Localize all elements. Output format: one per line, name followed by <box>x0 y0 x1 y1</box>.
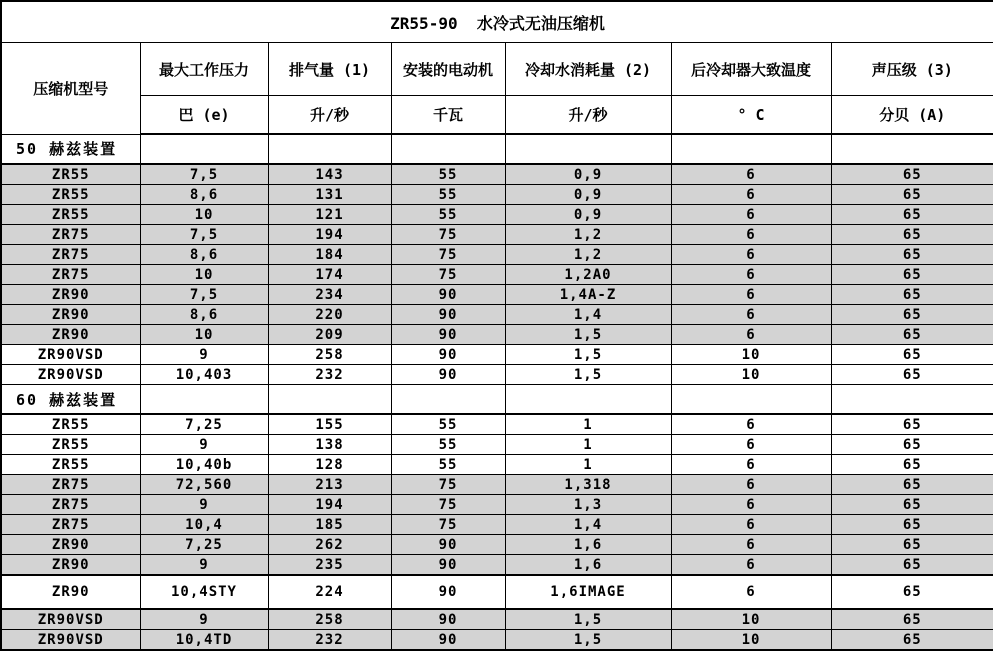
value-cell: 7,25 <box>140 535 268 555</box>
value-cell: 184 <box>268 245 391 265</box>
value-cell: 75 <box>391 515 505 535</box>
value-cell: 10,4TD <box>140 630 268 651</box>
value-cell: 65 <box>831 414 993 435</box>
value-cell: 65 <box>831 164 993 185</box>
value-cell: 8,6 <box>140 245 268 265</box>
table-row <box>1 609 993 630</box>
value-cell: 90 <box>391 365 505 385</box>
section-label-cell: 60 赫兹装置 <box>1 385 140 415</box>
value-cell: 1,5 <box>505 345 671 365</box>
value-cell: 6 <box>671 435 831 455</box>
section-empty-cell <box>505 134 671 164</box>
table-row <box>1 630 993 651</box>
value-cell: 55 <box>391 455 505 475</box>
value-cell: 213 <box>268 475 391 495</box>
section-label-cell: 50 赫兹装置 <box>1 134 140 164</box>
value-cell: 224 <box>268 575 391 609</box>
section-empty-cell <box>140 134 268 164</box>
value-cell: 10,40b <box>140 455 268 475</box>
value-cell: 143 <box>268 164 391 185</box>
value-cell: 10 <box>140 205 268 225</box>
value-cell: 1,2A0 <box>505 265 671 285</box>
value-cell: 6 <box>671 555 831 576</box>
value-cell: 1,5 <box>505 365 671 385</box>
value-cell: 90 <box>391 535 505 555</box>
table-row <box>1 365 993 385</box>
table-row <box>1 185 993 205</box>
table-row <box>1 475 993 495</box>
value-cell: 65 <box>831 185 993 205</box>
value-cell: 6 <box>671 185 831 205</box>
value-cell: 6 <box>671 205 831 225</box>
value-cell: 10,4STY <box>140 575 268 609</box>
section-empty-cell <box>140 385 268 415</box>
value-cell: 90 <box>391 555 505 576</box>
value-cell: 232 <box>268 365 391 385</box>
value-cell: 8,6 <box>140 185 268 205</box>
table-row <box>1 305 993 325</box>
model-cell: ZR75 <box>1 495 140 515</box>
value-cell: 9 <box>140 345 268 365</box>
value-cell: 10 <box>671 345 831 365</box>
value-cell: 65 <box>831 630 993 651</box>
value-cell: 9 <box>140 609 268 630</box>
model-cell: ZR90 <box>1 305 140 325</box>
model-cell: ZR90VSD <box>1 630 140 651</box>
value-cell: 1,4 <box>505 515 671 535</box>
model-cell: ZR55 <box>1 435 140 455</box>
table-row <box>1 455 993 475</box>
value-cell: 128 <box>268 455 391 475</box>
value-cell: 75 <box>391 495 505 515</box>
value-cell: 6 <box>671 305 831 325</box>
model-cell: ZR90VSD <box>1 365 140 385</box>
value-cell: 65 <box>831 555 993 576</box>
value-cell: 1,318 <box>505 475 671 495</box>
model-cell: ZR75 <box>1 515 140 535</box>
value-cell: 6 <box>671 414 831 435</box>
value-cell: 72,560 <box>140 475 268 495</box>
header-motor: 安装的电动机 <box>391 43 505 96</box>
value-cell: 1,5 <box>505 630 671 651</box>
table-row <box>1 555 993 576</box>
value-cell: 75 <box>391 225 505 245</box>
value-cell: 258 <box>268 609 391 630</box>
value-cell: 258 <box>268 345 391 365</box>
value-cell: 155 <box>268 414 391 435</box>
model-cell: ZR90 <box>1 285 140 305</box>
table-row <box>1 205 993 225</box>
value-cell: 234 <box>268 285 391 305</box>
model-cell: ZR55 <box>1 185 140 205</box>
value-cell: 174 <box>268 265 391 285</box>
value-cell: 8,6 <box>140 305 268 325</box>
value-cell: 235 <box>268 555 391 576</box>
value-cell: 10 <box>671 630 831 651</box>
model-cell: ZR90 <box>1 535 140 555</box>
table-row <box>1 245 993 265</box>
value-cell: 55 <box>391 435 505 455</box>
table-body <box>1 134 993 650</box>
table-row <box>1 575 993 609</box>
value-cell: 6 <box>671 455 831 475</box>
value-cell: 7,5 <box>140 285 268 305</box>
model-cell: ZR90 <box>1 555 140 576</box>
value-cell: 6 <box>671 164 831 185</box>
value-cell: 55 <box>391 164 505 185</box>
unit-bar: 巴 (e) <box>140 96 268 135</box>
value-cell: 0,9 <box>505 205 671 225</box>
value-cell: 75 <box>391 245 505 265</box>
table-row <box>1 285 993 305</box>
value-cell: 90 <box>391 285 505 305</box>
model-cell: ZR55 <box>1 164 140 185</box>
unit-litres-per-sec-2: 升/秒 <box>505 96 671 135</box>
value-cell: 55 <box>391 205 505 225</box>
value-cell: 65 <box>831 285 993 305</box>
value-cell: 90 <box>391 305 505 325</box>
value-cell: 1,2 <box>505 225 671 245</box>
value-cell: 1,4A-Z <box>505 285 671 305</box>
value-cell: 10,4 <box>140 515 268 535</box>
value-cell: 65 <box>831 305 993 325</box>
model-cell: ZR75 <box>1 475 140 495</box>
unit-litres-per-sec: 升/秒 <box>268 96 391 135</box>
value-cell: 65 <box>831 495 993 515</box>
section-empty-cell <box>671 134 831 164</box>
model-cell: ZR55 <box>1 455 140 475</box>
header-cooling-water: 冷却水消耗量 (2) <box>505 43 671 96</box>
value-cell: 1 <box>505 435 671 455</box>
table-row <box>1 535 993 555</box>
table-row <box>1 325 993 345</box>
value-cell: 6 <box>671 515 831 535</box>
value-cell: 55 <box>391 185 505 205</box>
value-cell: 65 <box>831 475 993 495</box>
unit-celsius: ° C <box>671 96 831 135</box>
value-cell: 1,6 <box>505 535 671 555</box>
section-empty-cell <box>268 385 391 415</box>
value-cell: 10 <box>671 609 831 630</box>
section-empty-cell <box>831 134 993 164</box>
value-cell: 65 <box>831 365 993 385</box>
section-empty-cell <box>671 385 831 415</box>
value-cell: 90 <box>391 630 505 651</box>
value-cell: 90 <box>391 325 505 345</box>
model-cell: ZR90VSD <box>1 345 140 365</box>
value-cell: 6 <box>671 285 831 305</box>
value-cell: 65 <box>831 325 993 345</box>
header-displacement: 排气量 (1) <box>268 43 391 96</box>
value-cell: 9 <box>140 435 268 455</box>
value-cell: 9 <box>140 495 268 515</box>
model-cell: ZR90 <box>1 325 140 345</box>
model-cell: ZR55 <box>1 414 140 435</box>
value-cell: 121 <box>268 205 391 225</box>
model-cell: ZR90 <box>1 575 140 609</box>
table-row <box>1 515 993 535</box>
value-cell: 90 <box>391 345 505 365</box>
header-sound-level: 声压级 (3) <box>831 43 993 96</box>
section-header-row <box>1 134 993 164</box>
value-cell: 65 <box>831 435 993 455</box>
table-row <box>1 225 993 245</box>
value-cell: 75 <box>391 475 505 495</box>
value-cell: 185 <box>268 515 391 535</box>
value-cell: 10,403 <box>140 365 268 385</box>
value-cell: 65 <box>831 225 993 245</box>
value-cell: 65 <box>831 515 993 535</box>
value-cell: 9 <box>140 555 268 576</box>
model-cell: ZR90VSD <box>1 609 140 630</box>
value-cell: 65 <box>831 575 993 609</box>
section-empty-cell <box>391 385 505 415</box>
table-row <box>1 435 993 455</box>
value-cell: 6 <box>671 535 831 555</box>
section-empty-cell <box>505 385 671 415</box>
header-model: 压缩机型号 <box>1 43 140 135</box>
value-cell: 194 <box>268 495 391 515</box>
value-cell: 6 <box>671 575 831 609</box>
value-cell: 262 <box>268 535 391 555</box>
table-row <box>1 414 993 435</box>
value-cell: 0,9 <box>505 164 671 185</box>
value-cell: 131 <box>268 185 391 205</box>
value-cell: 7,5 <box>140 164 268 185</box>
value-cell: 90 <box>391 575 505 609</box>
model-cell: ZR75 <box>1 245 140 265</box>
value-cell: 7,5 <box>140 225 268 245</box>
value-cell: 1,6IMAGE <box>505 575 671 609</box>
table-title-row <box>1 1 993 43</box>
table-title: ZR55-90 水冷式无油压缩机 <box>1 1 993 43</box>
section-empty-cell <box>831 385 993 415</box>
value-cell: 65 <box>831 205 993 225</box>
value-cell: 65 <box>831 245 993 265</box>
value-cell: 1 <box>505 455 671 475</box>
value-cell: 0,9 <box>505 185 671 205</box>
unit-kw: 千瓦 <box>391 96 505 135</box>
table-row <box>1 164 993 185</box>
header-aftercooler-temp: 后冷却器大致温度 <box>671 43 831 96</box>
value-cell: 6 <box>671 225 831 245</box>
value-cell: 1 <box>505 414 671 435</box>
column-header-row <box>1 43 993 96</box>
value-cell: 65 <box>831 535 993 555</box>
table-row <box>1 495 993 515</box>
value-cell: 1,4 <box>505 305 671 325</box>
value-cell: 1,5 <box>505 609 671 630</box>
value-cell: 75 <box>391 265 505 285</box>
value-cell: 138 <box>268 435 391 455</box>
value-cell: 1,2 <box>505 245 671 265</box>
table-row <box>1 265 993 285</box>
header-max-pressure: 最大工作压力 <box>140 43 268 96</box>
model-cell: ZR75 <box>1 265 140 285</box>
model-cell: ZR55 <box>1 205 140 225</box>
units-row <box>1 96 993 135</box>
value-cell: 10 <box>140 265 268 285</box>
value-cell: 10 <box>671 365 831 385</box>
value-cell: 1,5 <box>505 325 671 345</box>
value-cell: 10 <box>140 325 268 345</box>
value-cell: 65 <box>831 455 993 475</box>
value-cell: 194 <box>268 225 391 245</box>
unit-db: 分贝 (A) <box>831 96 993 135</box>
value-cell: 65 <box>831 609 993 630</box>
value-cell: 55 <box>391 414 505 435</box>
value-cell: 220 <box>268 305 391 325</box>
value-cell: 6 <box>671 265 831 285</box>
value-cell: 6 <box>671 495 831 515</box>
value-cell: 7,25 <box>140 414 268 435</box>
section-header-row <box>1 385 993 415</box>
value-cell: 6 <box>671 325 831 345</box>
value-cell: 90 <box>391 609 505 630</box>
value-cell: 65 <box>831 265 993 285</box>
value-cell: 1,3 <box>505 495 671 515</box>
value-cell: 6 <box>671 475 831 495</box>
table-row <box>1 345 993 365</box>
value-cell: 1,6 <box>505 555 671 576</box>
value-cell: 6 <box>671 245 831 265</box>
value-cell: 65 <box>831 345 993 365</box>
section-empty-cell <box>391 134 505 164</box>
value-cell: 209 <box>268 325 391 345</box>
model-cell: ZR75 <box>1 225 140 245</box>
section-empty-cell <box>268 134 391 164</box>
value-cell: 232 <box>268 630 391 651</box>
